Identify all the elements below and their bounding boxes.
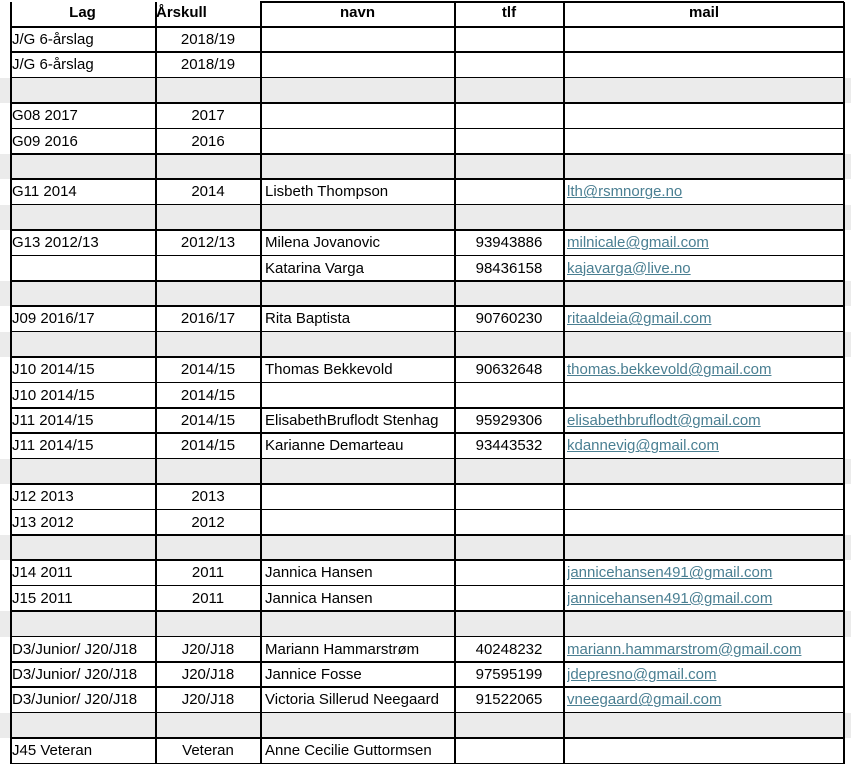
table-row	[0, 129, 851, 154]
cell-tlf: 90760230	[475, 310, 543, 328]
cell-lag: J14 2011	[12, 564, 73, 582]
cell-arskull: 2012	[191, 513, 225, 531]
header-tlf: tlf	[501, 4, 517, 21]
cell-lag: D3/Junior/ J20/J18	[12, 640, 138, 658]
spacer-row	[0, 78, 851, 103]
spacer-row	[0, 154, 851, 179]
cell-mail	[567, 103, 851, 128]
cell-navn	[265, 103, 454, 128]
cell-arskull: 2014/15	[180, 437, 236, 455]
grid-line	[260, 1, 844, 3]
cell-mail	[567, 306, 851, 331]
cell-mail	[567, 637, 851, 662]
cell-navn: Jannica Hansen	[265, 564, 373, 582]
cell-mail	[567, 738, 851, 763]
cell-mail	[567, 687, 851, 712]
grid-line	[10, 559, 844, 561]
cell-lag: G11 2014	[12, 183, 77, 201]
spacer-row	[0, 459, 851, 484]
cell-arskull: J20/J18	[181, 691, 235, 709]
cell-arskull: 2017	[191, 107, 225, 125]
grid-line	[10, 432, 844, 434]
grid-line	[10, 534, 844, 536]
cell-lag: G09 2016	[12, 132, 78, 150]
email-link[interactable]: lth@rsmnorge.no	[567, 183, 683, 201]
cell-navn: ElisabethBruflodt Stenhag	[265, 412, 439, 429]
cell-navn: Mariann Hammarstrøm	[265, 640, 420, 658]
header-navn: navn	[339, 4, 375, 21]
grid-line	[10, 661, 844, 663]
header-lag: Lag	[69, 4, 96, 21]
table-row	[0, 103, 851, 128]
table-row	[0, 433, 851, 458]
email-link[interactable]: elisabethbruflodt@gmail.com	[567, 412, 761, 429]
cell-tlf: 91522065	[475, 691, 543, 709]
cell-tlf	[455, 510, 563, 535]
email-link[interactable]: kdannevig@gmail.com	[567, 437, 719, 455]
grid-line	[10, 102, 844, 104]
table-row	[0, 179, 851, 204]
email-link[interactable]: jannicehansen491@gmail.com	[567, 564, 773, 582]
cell-arskull: 2014	[191, 183, 225, 201]
table-row	[0, 586, 851, 611]
cell-arskull: 2013	[191, 488, 225, 506]
cell-navn: Jannice Fosse	[265, 666, 362, 683]
grid-line	[10, 128, 844, 130]
cell-arskull: J20/J18	[181, 640, 235, 658]
cell-navn: Katarina Varga	[265, 259, 364, 277]
cell-navn: Victoria Sillerud Neegaard	[265, 691, 439, 709]
grid-line	[10, 712, 844, 714]
table-row	[0, 560, 851, 585]
cell-mail	[567, 408, 851, 433]
cell-navn: Karianne Demarteau	[265, 437, 404, 455]
spacer-row	[0, 535, 851, 560]
grid-line	[10, 255, 844, 257]
cell-lag: G13 2012/13	[12, 234, 99, 252]
grid-line	[10, 153, 844, 155]
grid-line	[10, 356, 844, 358]
cell-mail	[567, 129, 851, 154]
cell-navn: Jannica Hansen	[265, 589, 373, 607]
cell-mail	[567, 357, 851, 382]
cell-tlf: 93443532	[475, 437, 543, 455]
cell-arskull: 2011	[191, 589, 225, 607]
grid-line	[10, 26, 844, 28]
table-row	[0, 27, 851, 52]
table-row	[0, 662, 851, 687]
grid-line	[10, 483, 844, 485]
cell-mail	[567, 383, 851, 408]
cell-mail	[567, 230, 851, 255]
cell-mail	[567, 179, 851, 204]
grid-line	[10, 382, 844, 384]
cell-mail	[567, 52, 851, 77]
cell-navn: Thomas Bekkevold	[265, 361, 393, 379]
cell-mail	[567, 662, 851, 687]
cell-lag: J10 2014/15	[12, 386, 95, 404]
cell-arskull: 2014/15	[180, 361, 236, 379]
cell-mail	[567, 27, 851, 52]
grid-line	[10, 686, 844, 688]
cell-arskull: 2014/15	[180, 386, 236, 404]
cell-mail	[567, 586, 851, 611]
cell-lag: G08 2017	[12, 107, 78, 125]
cell-navn	[265, 27, 454, 52]
header-mail: mail	[688, 4, 719, 21]
spacer-row	[0, 713, 851, 738]
cell-arskull: 2011	[191, 564, 225, 582]
spacer-row	[0, 281, 851, 306]
cell-navn	[265, 52, 454, 77]
grid-line	[10, 178, 844, 180]
table-row	[0, 357, 851, 382]
table-row	[0, 230, 851, 255]
cell-mail	[567, 256, 851, 281]
cell-lag: J13 2012	[12, 513, 74, 531]
cell-arskull: Veteran	[182, 742, 234, 760]
grid-line	[10, 763, 844, 765]
cell-navn: Rita Baptista	[265, 310, 351, 328]
grid-line	[10, 77, 844, 79]
cell-lag: J12 2013	[12, 488, 74, 506]
cell-tlf	[455, 586, 563, 611]
spacer-row	[0, 332, 851, 357]
cell-mail	[567, 510, 851, 535]
cell-lag: J11 2014/15	[12, 412, 94, 429]
table-row	[0, 52, 851, 77]
cell-arskull: 2012/13	[180, 234, 236, 252]
cell-mail	[567, 560, 851, 585]
cell-lag: J45 Veteran	[12, 742, 93, 760]
cell-lag: J15 2011	[12, 589, 73, 607]
email-link[interactable]: mariann.hammarstrom@gmail.com	[567, 640, 802, 658]
cell-arskull: 2014/15	[180, 412, 236, 429]
grid-line	[10, 737, 844, 739]
grid-line	[10, 229, 844, 231]
cell-arskull: 2018/19	[180, 56, 236, 74]
grid-line	[10, 636, 844, 638]
email-link[interactable]: jannicehansen491@gmail.com	[567, 589, 773, 607]
cell-arskull: 2016	[191, 132, 225, 150]
cell-tlf	[455, 52, 563, 77]
cell-lag: J/G 6-årslag	[12, 31, 94, 48]
cell-navn	[265, 129, 454, 154]
cell-arskull: 2018/19	[180, 31, 236, 48]
grid-line	[10, 305, 844, 307]
cell-tlf	[455, 484, 563, 509]
cell-navn: Lisbeth Thompson	[265, 183, 389, 201]
cell-navn	[265, 484, 454, 509]
cell-tlf: 97595199	[475, 666, 543, 683]
cell-lag	[12, 256, 155, 281]
cell-tlf	[455, 738, 563, 763]
cell-navn: Anne Cecilie Guttormsen	[265, 742, 432, 760]
cell-lag: D3/Junior/ J20/J18	[12, 666, 138, 683]
email-link[interactable]: thomas.bekkevold@gmail.com	[567, 361, 772, 379]
table-row	[0, 306, 851, 331]
cell-tlf: 98436158	[475, 259, 543, 277]
grid-line	[10, 51, 844, 53]
email-link[interactable]: ritaaldeia@gmail.com	[567, 310, 712, 328]
cell-tlf: 95929306	[475, 412, 543, 429]
grid-line	[10, 585, 844, 587]
grid-line	[10, 610, 844, 612]
cell-mail	[567, 484, 851, 509]
grid-line	[10, 204, 844, 206]
cell-arskull: J20/J18	[181, 666, 235, 683]
grid-line	[10, 509, 844, 511]
cell-tlf	[455, 383, 563, 408]
table-row	[0, 256, 851, 281]
cell-arskull: 2016/17	[180, 310, 236, 328]
table-row	[0, 738, 851, 763]
cell-tlf	[455, 103, 563, 128]
cell-tlf	[455, 560, 563, 585]
cell-tlf: 93943886	[475, 234, 543, 252]
cell-tlf: 40248232	[475, 640, 543, 658]
email-link[interactable]: kajavarga@live.no	[567, 259, 691, 277]
grid-line	[10, 280, 844, 282]
cell-lag: J09 2016/17	[12, 310, 95, 328]
grid-line	[10, 458, 844, 460]
cell-navn	[265, 510, 454, 535]
spacer-row	[0, 611, 851, 636]
cell-tlf: 90632648	[475, 361, 543, 379]
cell-arskull	[156, 256, 260, 281]
table-row	[0, 408, 851, 433]
grid-line	[10, 407, 844, 409]
table-row	[0, 687, 851, 712]
table-row	[0, 383, 851, 408]
email-link[interactable]: milnicale@gmail.com	[567, 234, 709, 252]
email-link[interactable]: vneegaard@gmail.com	[567, 691, 722, 709]
spacer-row	[0, 205, 851, 230]
cell-tlf	[455, 27, 563, 52]
table-row	[0, 484, 851, 509]
table-row	[0, 637, 851, 662]
cell-lag: J11 2014/15	[12, 437, 94, 455]
cell-tlf	[455, 179, 563, 204]
grid-line	[10, 331, 844, 333]
table-row	[0, 510, 851, 535]
cell-navn: Milena Jovanovic	[265, 234, 381, 252]
cell-mail	[567, 433, 851, 458]
cell-lag: D3/Junior/ J20/J18	[12, 691, 138, 709]
email-link[interactable]: jdepresno@gmail.com	[567, 666, 717, 683]
header-arskull: Årskull	[156, 4, 207, 21]
cell-navn	[265, 383, 454, 408]
cell-tlf	[455, 129, 563, 154]
cell-lag: J10 2014/15	[12, 361, 95, 379]
cell-lag: J/G 6-årslag	[12, 56, 94, 74]
